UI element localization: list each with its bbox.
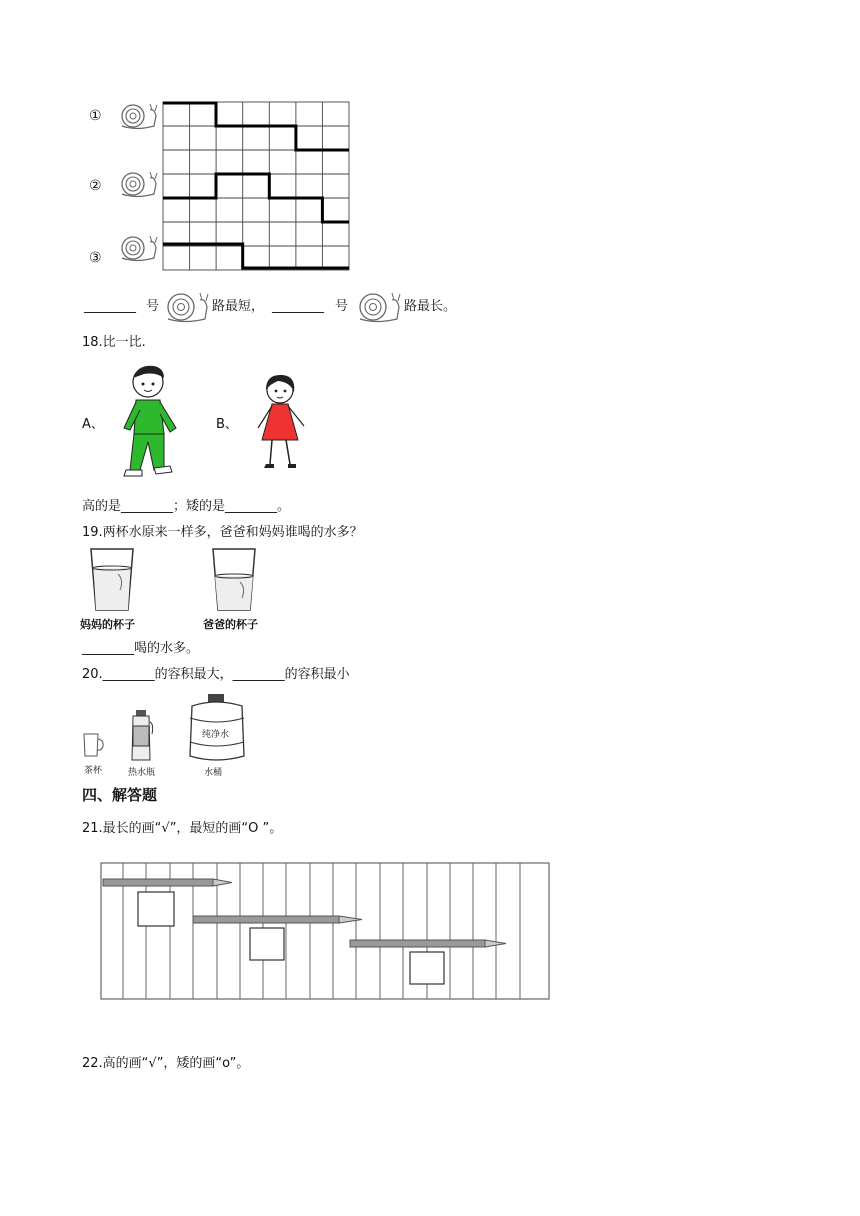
boy-figure <box>114 362 190 484</box>
path-label-3: ③ <box>89 250 102 266</box>
pencil-3 <box>350 940 506 947</box>
q19-answer[interactable]: ________喝的水多。 <box>82 641 200 656</box>
q21-title: 21.最长的画“√”，最短的画“O ”。 <box>82 821 283 836</box>
pencil-1 <box>103 879 232 886</box>
bucket-label: 水桶 <box>204 768 223 778</box>
pencil-2 <box>193 916 362 923</box>
path-label-2: ② <box>89 178 102 194</box>
path-3 <box>163 244 349 268</box>
q22-title: 22.高的画“√”，矮的画“o”。 <box>82 1056 250 1071</box>
q17-text-shortest: 路最短， <box>212 299 265 314</box>
snail-icon <box>122 172 157 197</box>
q18-title: 18.比一比. <box>82 335 146 350</box>
snail-path-figure <box>88 96 358 272</box>
q17-text-longest: 路最长。 <box>404 299 457 314</box>
answer-box-3[interactable] <box>410 952 444 984</box>
mom-cup-label: 妈妈的杯子 <box>80 618 135 631</box>
q20-title[interactable]: 20.________的容积最大，________的容积最小 <box>82 667 350 682</box>
q17-blank-2[interactable]: ________ <box>272 299 324 314</box>
path-label-1: ① <box>89 108 102 124</box>
q18-option-b: B、 <box>216 417 238 432</box>
snail-icon <box>355 289 403 323</box>
q18-answer[interactable]: 高的是________；矮的是________。 <box>82 499 291 514</box>
path-1 <box>163 103 349 150</box>
section-heading: 四、解答题 <box>82 786 158 804</box>
answer-box-2[interactable] <box>250 928 284 960</box>
answer-box-1[interactable] <box>138 892 174 926</box>
snail-icon <box>122 236 157 261</box>
mom-cup-figure <box>88 546 136 614</box>
q18-option-a: A、 <box>82 417 104 432</box>
thermos-label: 热水瓶 <box>128 768 156 778</box>
tea-cup-label: 茶杯 <box>84 766 103 776</box>
q17-text-hao-2: 号 <box>335 299 349 314</box>
q19-title: 19.两杯水原来一样多，爸爸和妈妈谁喝的水多？ <box>82 525 363 540</box>
pencil-comparison-figure <box>100 862 552 1002</box>
dad-cup-label: 爸爸的杯子 <box>203 618 258 631</box>
thermos-icon <box>128 708 154 764</box>
bucket-brand-label: 纯净水 <box>202 730 230 740</box>
snail-icon <box>122 104 157 129</box>
dad-cup-figure <box>210 546 258 614</box>
tea-cup-icon <box>82 730 104 760</box>
q17-blank-1[interactable]: ________ <box>84 299 136 314</box>
girl-figure <box>250 372 316 476</box>
q17-text-hao-1: 号 <box>146 299 160 314</box>
snail-icon <box>163 289 211 323</box>
